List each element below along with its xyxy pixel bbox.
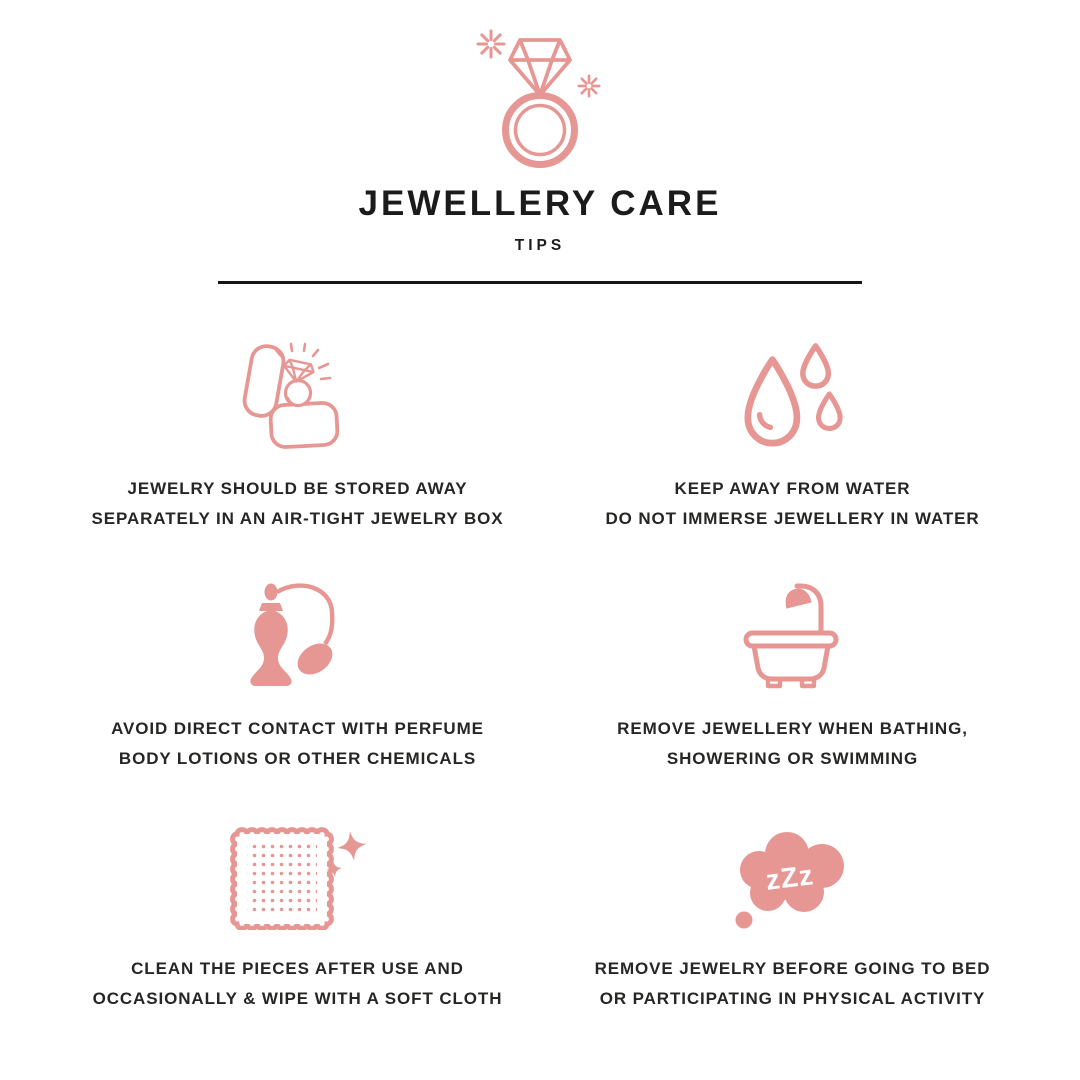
tip-text-line: JEWELRY SHOULD BE STORED AWAY: [127, 479, 468, 498]
tip-text-line: OR PARTICIPATING IN PHYSICAL ACTIVITY: [599, 989, 986, 1008]
icon-box: [738, 578, 848, 690]
tip-text-line: DO NOT IMMERSE JEWELLERY IN WATER: [605, 509, 980, 528]
diamond: [510, 40, 570, 95]
tip-text-line: SHOWERING OR SWIMMING: [666, 749, 919, 768]
page-subtitle: TIPS: [514, 237, 566, 254]
tip-text: [595, 954, 991, 1014]
ring-box-icon: [240, 342, 355, 450]
tip-clean-after-use: [40, 818, 555, 1014]
tip-store-away: [40, 338, 555, 534]
icon-box: [742, 338, 844, 450]
perfume-bottle-icon: [243, 582, 353, 690]
tip-text-line: AVOID DIRECT CONTACT WITH PERFUME: [111, 719, 484, 738]
page-title: JEWELLERY CARE: [358, 184, 722, 223]
tip-text-line: SEPARATELY IN AN AIR-TIGHT JEWELRY BOX: [91, 509, 504, 528]
tip-text: [605, 474, 979, 534]
icon-box: [243, 578, 353, 690]
sparkle-icon: [579, 76, 599, 96]
water-drops-icon: [742, 340, 844, 450]
sleep-cloud-icon: [730, 830, 856, 930]
tip-text-line: REMOVE JEWELRY BEFORE GOING TO BED: [594, 959, 991, 978]
divider-line: [218, 281, 862, 284]
tips-grid: [0, 338, 1080, 1014]
tip-text-line: BODY LOTIONS OR OTHER CHEMICALS: [118, 749, 477, 768]
tip-remove-when-bathing: [555, 578, 1030, 774]
soft-cloth-icon: [223, 824, 373, 930]
tip-text-line: KEEP AWAY FROM WATER: [674, 479, 911, 498]
tip-text: [91, 474, 503, 534]
tip-text-line: OCCASIONALLY & WIPE WITH A SOFT CLOTH: [92, 989, 503, 1008]
tip-avoid-chemicals: [40, 578, 555, 774]
icon-box: [240, 338, 355, 450]
sparkle-icon: [478, 31, 504, 57]
tip-text: [111, 714, 484, 774]
ring-band: [506, 96, 575, 165]
thought-bubble-dot: [735, 912, 752, 929]
bathtub-shower-icon: [738, 580, 848, 690]
header: [0, 20, 1080, 284]
tip-text-line: REMOVE JEWELLERY WHEN BATHING,: [617, 719, 968, 738]
icon-box: [730, 818, 856, 930]
diamond-ring-icon: [465, 20, 615, 170]
tip-text-line: CLEAN THE PIECES AFTER USE AND: [131, 959, 464, 978]
zzz-label: zZz: [763, 859, 815, 896]
tip-text: [93, 954, 503, 1014]
sparkle-icon: [335, 829, 369, 863]
icon-box: [223, 818, 373, 930]
tip-remove-before-bed: [555, 818, 1030, 1014]
tip-text: [617, 714, 968, 774]
tip-keep-dry: [555, 338, 1030, 534]
